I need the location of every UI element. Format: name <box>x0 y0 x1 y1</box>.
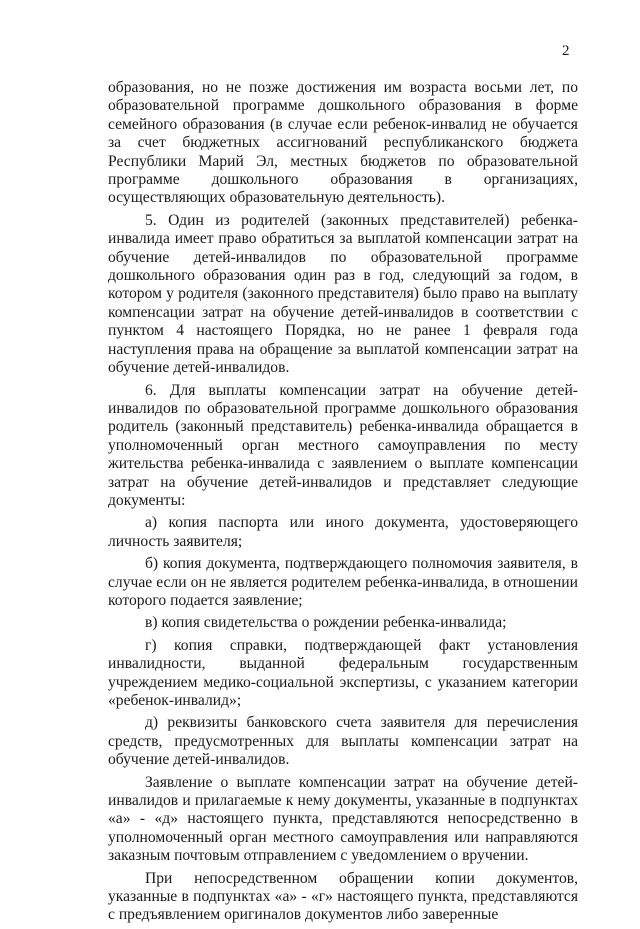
page-number: 2 <box>562 43 570 59</box>
paragraph: д) реквизиты банковского счета заявителя для перечисления средств, предусмотренных для выплаты компенсации затрат на обучение детей-инвалидов. <box>108 714 578 769</box>
paragraph: Заявление о выплате компенсации затрат на обучение детей-инвалидов и прилагаемые к нему документы, указанные в подпунктах «а» - «д» настоящего пункта, представляются непосредственно в уполномоченный орган местного самоуправления или направляются заказным почтовым отправлением с уведомлением о вручении. <box>108 773 578 865</box>
paragraph: 6. Для выплаты компенсации затрат на обучение детей-инвалидов по образовательной программе дошкольного образования родитель (законный представитель) ребенка-инвалида обращается в уполномоченный орган местного самоуправления по месту жительства ребенка-инвалида с заявлением о выплате компенсации затрат на обучение детей-инвалидов и представляет следующие документы: <box>108 381 578 509</box>
paragraph: б) копия документа, подтверждающего полномочия заявителя, в случае если он не является родителем ребенка-инвалида, в отношении которого подается заявление; <box>108 555 578 609</box>
document-body <box>108 79 578 929</box>
paragraph: При непосредственном обращении копии документов, указанные в подпунктах «а» - «г» настоящего пункта, представляются с предъявлением оригиналов документов либо заверенные <box>108 869 578 924</box>
paragraph: в) копия свидетельства о рождении ребенка-инвалида; <box>145 614 507 632</box>
paragraph: 5. Один из родителей (законных представителей) ребенка-инвалида имеет право обратиться за выплатой компенсации затрат на обучение детей-инвалидов по образовательной программе дошкольного образования один раз в год, следующий за годом, в котором у родителя (законного представителя) было право на выплату компенсации затрат на обучение детей-инвалидов в соответствии с пунктом 4 настоящего Порядка, но не ранее 1 февраля года наступления права на обращение за выплатой компенсации затрат на обучение детей-инвалидов. <box>108 211 578 377</box>
paragraph: образования, но не позже достижения им возраста восьми лет, по образовательной программе дошкольного образования в форме семейного образования (в случае если ребенок-инвалид не обучается за счет бюджетных ассигнований республиканского бюджета Республики Марий Эл, местных бюджетов по образовательной программе дошкольного образования в организациях, осуществляющих образовательную деятельность). <box>108 79 578 207</box>
paragraph: г) копия справки, подтверждающей факт установления инвалидности, выданной федеральным государственным учреждением медико-социальной экспертизы, с указанием категории «ребенок-инвалид»; <box>108 636 578 709</box>
paragraph: а) копия паспорта или иного документа, удостоверяющего личность заявителя; <box>108 514 578 550</box>
